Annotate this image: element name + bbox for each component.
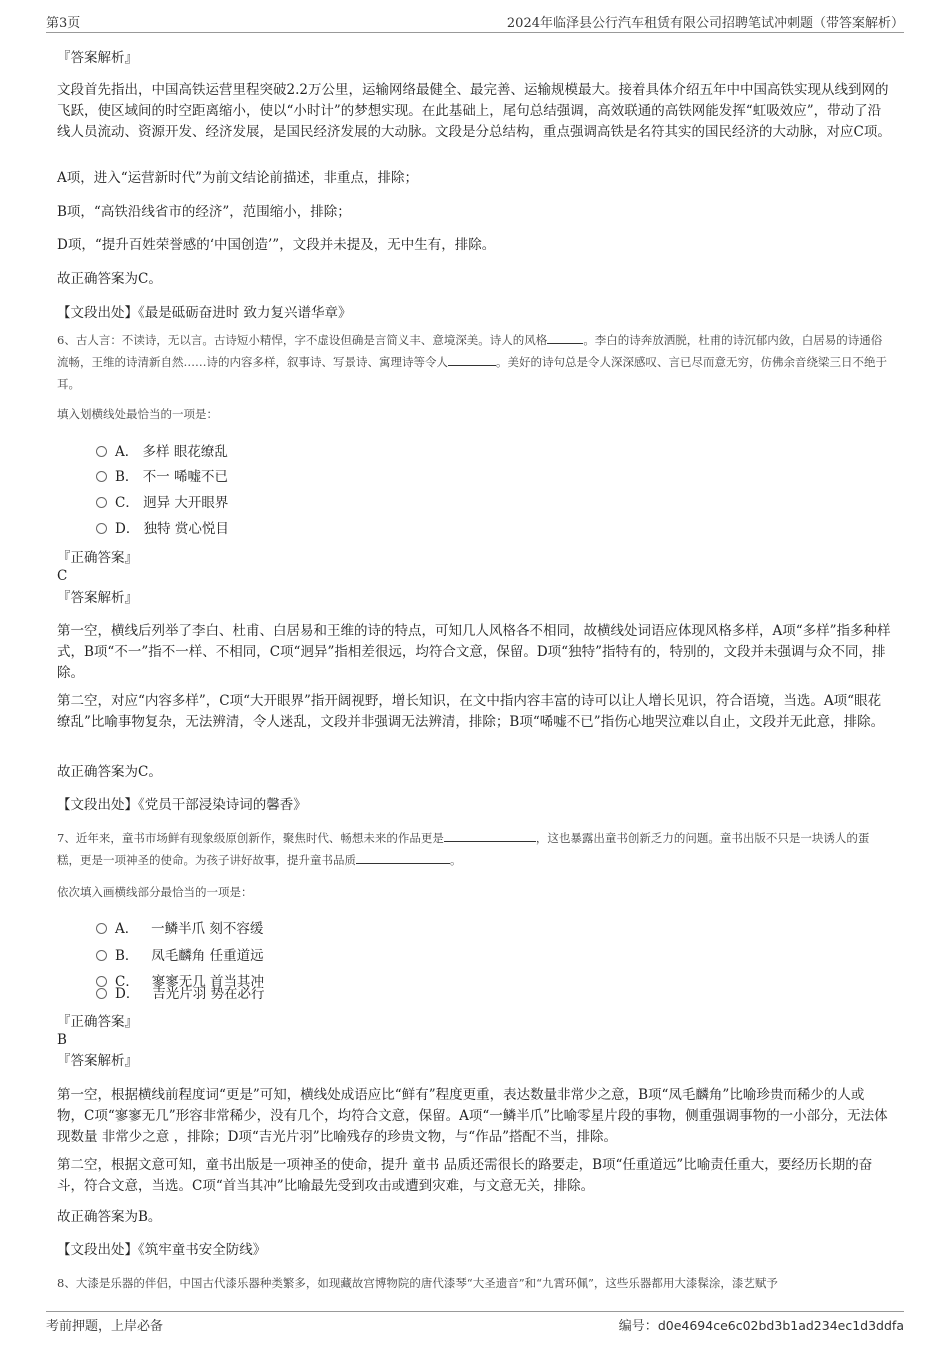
- document-title: 2024年临泽县公行汽车租赁有限公司招聘笔试冲刺题（带答案解析）: [506, 16, 904, 31]
- page-number: 第3页: [46, 16, 81, 31]
- q5-source: 【文段出处】《最是砥砺奋进时 致力复兴谱华章》: [57, 305, 352, 321]
- q7-stem-part1: 7、近年来，童书市场鲜有现象级原创新作，聚焦时代、畅想未来的作品更是: [57, 831, 444, 845]
- q7-option-b[interactable]: [96, 946, 264, 966]
- radio-icon[interactable]: [96, 471, 107, 482]
- option-label: D．: [115, 521, 140, 537]
- page-header: [46, 12, 904, 32]
- option-text: 多样 眼花缭乱: [142, 444, 228, 460]
- option-label: B．: [115, 469, 139, 485]
- q6-prompt: 填入划横线处最恰当的一项是：: [57, 407, 218, 421]
- q6-stem-part1: 6、古人言：不读诗，无以言。古诗短小精悍，字不虚设但确是言简义丰、意境深美。诗人的风格: [57, 333, 548, 347]
- radio-icon[interactable]: [96, 446, 107, 457]
- q6-option-d[interactable]: [96, 519, 229, 539]
- q6-option-a[interactable]: [96, 442, 228, 462]
- option-text: 不一 唏嘘不已: [142, 469, 229, 485]
- q6-answer: C: [57, 568, 68, 584]
- option-text: 吉光片羽 势在必行: [152, 986, 265, 1002]
- q7-stem: [57, 827, 891, 871]
- q7-answer: B: [57, 1032, 67, 1048]
- q5-conclusion: 故正确答案为C。: [57, 271, 162, 287]
- document-code: [619, 1315, 904, 1334]
- q7-source: 【文段出处】《筑牢童书安全防线》: [57, 1242, 267, 1258]
- q7-answer-heading: 『正确答案』: [57, 1014, 138, 1030]
- q6-source: 【文段出处】《党员干部浸染诗词的馨香》: [57, 797, 307, 813]
- option-text: 一鳞半爪 刻不容缓: [151, 921, 264, 937]
- option-label: A．: [115, 444, 139, 460]
- q7-prompt: 依次填入画横线部分最恰当的一项是：: [57, 885, 253, 899]
- q7-conclusion: 故正确答案为B。: [57, 1209, 162, 1225]
- q6-blank-1: [547, 331, 583, 344]
- option-label: B．: [115, 948, 139, 964]
- q6-conclusion: 故正确答案为C。: [57, 764, 162, 780]
- q5-option-d-note: D项，“提升百姓荣誉感的‘中国创造’”，文段并未提及，无中生有，排除。: [57, 237, 496, 253]
- q7-analysis-heading: 『答案解析』: [57, 1053, 138, 1069]
- q7-option-d[interactable]: [96, 984, 265, 1004]
- code-label: 编号：: [618, 1319, 658, 1334]
- q6-analysis-heading: 『答案解析』: [57, 590, 138, 606]
- q6-stem-part2: 。李白的诗奔放洒脱，杜甫的诗沉郁内敛，白居易的诗通俗流畅，王维的诗清新自然……诗的内容多样，叙事诗、写景诗、寓理诗等令人: [57, 333, 883, 369]
- radio-icon[interactable]: [96, 988, 107, 999]
- option-text: 独特 赏心悦目: [143, 521, 229, 537]
- q7-analysis-1: 第一空，根据横线前程度词“更是”可知，横线处成语应比“鲜有”程度更重，表达数量非常少之意，B项“凤毛麟角”比喻珍贵而稀少的人或物，C项“寥寥无几”形容非常稀少，没有几个，均符合文意，保留。A项“一鳞半爪”比喻零星片段的事物，侧重强调事物的一小部分，无法体现数量 非常少之意 ，排除；D项“吉光片羽”比喻残存的珍贵文物，与“作品”搭配不当，排除。: [57, 1087, 888, 1145]
- radio-icon[interactable]: [96, 923, 107, 934]
- option-text: 凤毛麟角 任重道远: [151, 948, 264, 964]
- q5-analysis-text: 文段首先指出，中国高铁运营里程突破2.2万公里，运输网络最健全、最完善、运输规模最大。接着具体介绍五年中中国高铁实现从线到网的飞跃，使区域间的时空距离缩小，使以“小时计”的梦想实现。在此基础上，尾句总结强调，高效联通的高铁网能发挥“虹吸效应”，带动了沿线人员流动、资源开发、经济发展，是国民经济发展的大动脉。文段是分总结构，重点强调高铁是名符其实的国民经济的大动脉，对应C项。: [57, 82, 891, 140]
- q6-analysis-2: 第二空，对应“内容多样”，C项“大开眼界”指开阔视野，增长知识，在文中指内容丰富的诗可以让人增长见识，符合语境，当选。A项“眼花缭乱”比喻事物复杂，无法辨清，令人迷乱，文段并非强调无法辨清，排除；B项“唏嘘不已”指伤心地哭泣难以自止，文段并无此意，排除。: [57, 693, 885, 730]
- option-label: C．: [115, 974, 139, 990]
- option-label: C．: [115, 495, 139, 511]
- q5-analysis: [57, 80, 891, 143]
- option-text: 寥寥无几 首当其冲: [151, 974, 265, 990]
- q8-stem: 8、大漆是乐器的伴侣，中国古代漆乐器种类繁多，如现藏故宫博物院的唐代漆琴“大圣遗音”和“九霄环佩”，这些乐器都用大漆髹涂，漆艺赋予: [57, 1276, 778, 1290]
- footer-divider: [46, 1311, 904, 1312]
- q6-analysis-1: 第一空，横线后列举了李白、杜甫、白居易和王维的诗的特点，可知几人风格各不相同，故横线处词语应体现风格多样，A项“多样”指多种样式，B项“不一”指不一样、不相同，C项“迥异”指相差很远，均符合文意，保留。D项“独特”指特有的，特别的，文段并未强调与众不同，排除。: [57, 623, 891, 681]
- q6-option-b[interactable]: [96, 467, 228, 487]
- q6-stem: [57, 329, 891, 395]
- q6-stem-part3: 。美好的诗句总是令人深深感叹、言已尽而意无穷，仿佛余音绕梁三日不绝于耳。: [57, 355, 887, 391]
- radio-icon[interactable]: [96, 497, 107, 508]
- radio-icon[interactable]: [96, 950, 107, 961]
- q7-analysis-2: 第二空，根据文意可知，童书出版是一项神圣的使命，提升 童书 品质还需很长的路要走，B项“任重道远”比喻责任重大，要经历长期的奋斗，符合文意，当选。C项“首当其冲”比喻最先受到攻击或遭到灾难，与文意无关，排除。: [57, 1157, 873, 1194]
- q7-option-a[interactable]: [96, 919, 263, 939]
- footer-slogan: 考前押题，上岸必备: [46, 1319, 164, 1334]
- option-label: D．: [115, 986, 140, 1002]
- radio-icon[interactable]: [96, 523, 107, 534]
- q6-blank-2: [448, 353, 496, 366]
- header-divider: [46, 32, 904, 33]
- q6-option-c[interactable]: [96, 493, 228, 513]
- option-text: 迥异 大开眼界: [143, 495, 229, 511]
- q5-analysis-heading: 『答案解析』: [57, 50, 138, 66]
- option-label: A．: [115, 921, 139, 937]
- q6-answer-heading: 『正确答案』: [57, 550, 138, 566]
- q7-stem-part3: 。: [450, 853, 462, 867]
- q5-option-b-note: B项，“高铁沿线省市的经济”，范围缩小，排除；: [57, 204, 351, 220]
- code-value: d0e4694ce6c02bd3b1ad234ec1d3ddfa: [657, 1318, 904, 1333]
- q7-stem-part2: ，这也暴露出童书创新乏力的问题。童书出版不只是一块诱人的蛋糕，更是一项神圣的使命。为孩子讲好故事，提升童书品质: [57, 831, 870, 867]
- q7-blank-2: [356, 851, 450, 864]
- q5-option-a-note: A项，进入“运营新时代”为前文结论前描述，非重点，排除；: [57, 170, 419, 186]
- q7-blank-1: [444, 829, 536, 842]
